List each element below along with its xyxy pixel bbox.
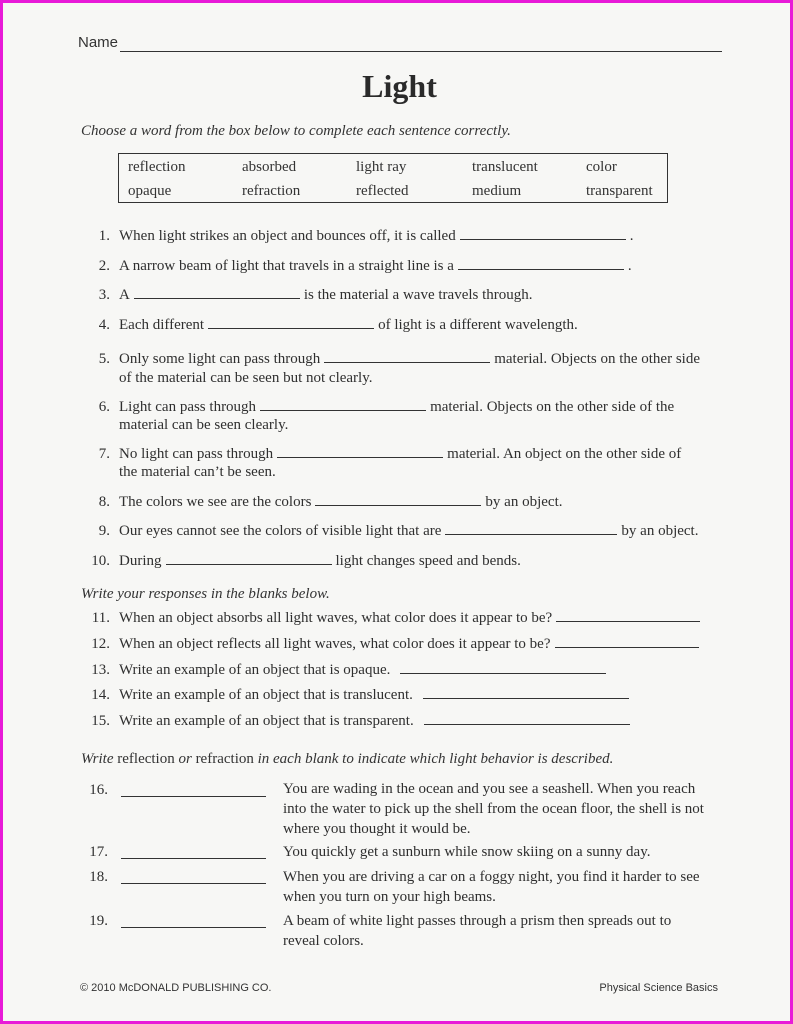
question-number: 15. — [91, 713, 110, 729]
word-box-word: absorbed — [242, 159, 297, 175]
question-text: Write an example of an object that is opaque. — [119, 662, 391, 678]
name-label: Name — [78, 34, 119, 51]
answer-blank[interactable] — [121, 795, 266, 797]
question-text: When light strikes an object and bounces off, it is called — [119, 228, 456, 244]
answer-blank[interactable] — [423, 697, 629, 699]
answer-blank[interactable] — [277, 456, 443, 458]
word-box-word: medium — [472, 183, 522, 199]
question-number: 3. — [98, 287, 110, 303]
word-box-word: light ray — [356, 159, 407, 175]
question-number: 7. — [98, 446, 110, 462]
word-box-word: transparent — [586, 183, 653, 199]
instructions-text: or — [174, 751, 196, 767]
question-text: Our eyes cannot see the colors of visible light that are — [119, 523, 442, 539]
answer-blank[interactable] — [556, 620, 700, 622]
page-title: Light — [362, 68, 437, 104]
question-text: is the material a wave travels through. — [303, 287, 533, 303]
question-text: Each different — [119, 317, 205, 333]
question-text: Write an example of an object that is transparent. — [119, 713, 414, 729]
word-box-word: reflected — [356, 183, 409, 199]
question-number: 8. — [98, 494, 110, 510]
question-text: . — [627, 258, 632, 274]
question-text: A narrow beam of light that travels in a straight line is a — [119, 258, 454, 274]
question-text: of light is a different wavelength. — [378, 317, 578, 333]
behavior-description — [283, 867, 723, 907]
question-text: Write an example of an object that is translucent. — [119, 687, 413, 703]
word-box-word: opaque — [128, 183, 172, 199]
question-number: 14. — [91, 687, 110, 703]
question-text: When an object reflects all light waves, what color does it appear to be? — [119, 636, 551, 652]
question-text: material. Objects on the other side of the — [430, 399, 675, 415]
answer-blank[interactable] — [121, 926, 266, 928]
answer-blank[interactable] — [121, 857, 266, 859]
answer-blank[interactable] — [424, 723, 630, 725]
worksheet-page — [3, 3, 790, 1021]
question-text: by an object. — [621, 523, 699, 539]
question-number: 17. — [89, 844, 108, 860]
copyright: © 2010 McDONALD PUBLISHING CO. — [80, 982, 272, 994]
question-number: 19. — [89, 913, 108, 929]
question-text: material. An object on the other side of — [447, 446, 682, 462]
answer-blank[interactable] — [555, 646, 699, 648]
description-line: You are wading in the ocean and you see a seashell. When you reach — [283, 781, 696, 797]
description-line: when you turn on your high beams. — [283, 889, 496, 905]
name-row — [78, 34, 722, 52]
answer-blank[interactable] — [458, 268, 624, 270]
question-text: light changes speed and bends. — [335, 553, 521, 569]
question-number: 12. — [91, 636, 110, 652]
question-text: by an object. — [485, 494, 563, 510]
question-text: . — [629, 228, 634, 244]
behavior-description — [283, 842, 723, 862]
answer-blank[interactable] — [460, 238, 626, 240]
description-line: reveal colors. — [283, 933, 364, 949]
question-number: 6. — [98, 399, 110, 415]
word-box-word: translucent — [472, 159, 538, 175]
answer-blank[interactable] — [315, 504, 481, 506]
instructions-term: refraction — [195, 751, 254, 767]
question-number: 5. — [98, 351, 110, 367]
answer-blank[interactable] — [121, 882, 266, 884]
question-number: 13. — [91, 662, 110, 678]
description-line: where you thought it would be. — [283, 821, 471, 837]
question-text: During — [119, 553, 162, 569]
question-number: 2. — [98, 258, 110, 274]
word-box — [118, 153, 668, 203]
answer-blank[interactable] — [260, 409, 426, 411]
word-box-word: color — [586, 159, 617, 175]
question-number: 9. — [98, 523, 110, 539]
question-text: The colors we see are the colors — [119, 494, 312, 510]
name-blank[interactable] — [120, 38, 722, 52]
answer-blank[interactable] — [324, 361, 490, 363]
series-name: Physical Science Basics — [599, 982, 718, 994]
question-number: 16. — [89, 782, 108, 798]
question-text: No light can pass through — [119, 446, 274, 462]
question-text: Only some light can pass through — [119, 351, 321, 367]
answer-blank[interactable] — [166, 563, 332, 565]
question-number: 1. — [98, 228, 110, 244]
answer-blank[interactable] — [445, 533, 617, 535]
answer-blank[interactable] — [208, 327, 374, 329]
word-box-word: refraction — [242, 183, 301, 199]
instructions-word-box: Choose a word from the box below to complete each sentence correctly. — [81, 123, 511, 139]
question-number: 18. — [89, 869, 108, 885]
question-text: Light can pass through — [119, 399, 257, 415]
question-text: the material can’t be seen. — [119, 464, 276, 480]
instructions-responses: Write your responses in the blanks below. — [81, 586, 330, 602]
behavior-description — [283, 779, 723, 839]
answer-blank[interactable] — [134, 297, 300, 299]
description-line: A beam of white light passes through a prism then spreads out to — [283, 913, 672, 929]
instructions-term: reflection — [117, 751, 175, 767]
description-line: You quickly get a sunburn while snow skiing on a sunny day. — [283, 844, 651, 860]
question-text: When an object absorbs all light waves, what color does it appear to be? — [119, 610, 553, 626]
question-text: material. Objects on the other side — [494, 351, 701, 367]
question-number: 11. — [91, 610, 110, 626]
question-number: 10. — [91, 553, 110, 569]
word-box-word: reflection — [128, 159, 186, 175]
behavior-description — [283, 911, 723, 951]
description-line: When you are driving a car on a foggy night, you find it harder to see — [283, 869, 700, 885]
answer-blank[interactable] — [400, 672, 606, 674]
question-text: A — [119, 287, 130, 303]
question-text: of the material can be seen but not clearly. — [119, 370, 373, 386]
question-text: material can be seen clearly. — [119, 417, 289, 433]
instructions-behavior — [81, 750, 613, 768]
instructions-text: Write — [81, 751, 118, 767]
description-line: into the water to pick up the shell from the ocean floor, the shell is not — [283, 801, 704, 817]
question-number: 4. — [98, 317, 110, 333]
instructions-text: in each blank to indicate which light behavior is described. — [253, 751, 614, 767]
